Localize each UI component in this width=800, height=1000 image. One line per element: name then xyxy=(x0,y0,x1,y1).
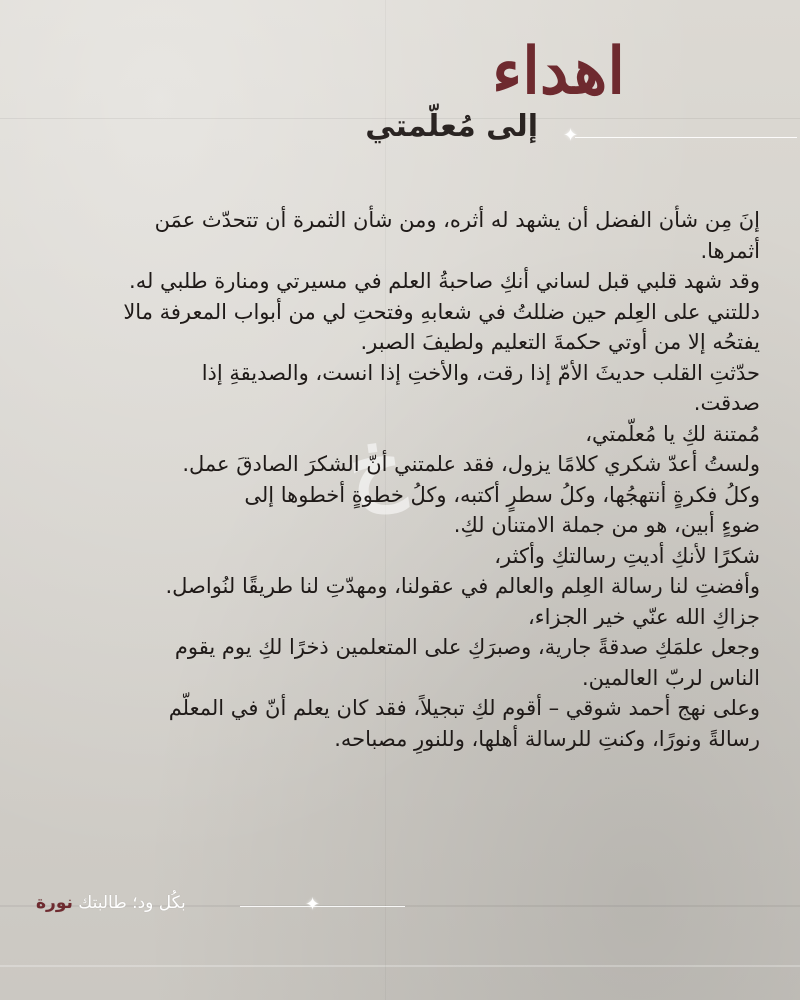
letter-line: يفتحُه إلا من أوتي حكمةَ التعليم ولطيفَ الصبر. xyxy=(360,330,760,354)
letter-line: وقد شهد قلبي قبل لساني أنكِ صاحبةُ العلم في مسيرتي ومنارة طلبي له. xyxy=(129,269,760,293)
signature xyxy=(36,893,186,913)
signature-prefix: بكُل ود؛ طالبتك xyxy=(78,893,186,913)
watermark-glyph: خ xyxy=(341,411,409,518)
letter-line: وعلى نهج أحمد شوقي – أقوم لكِ تبجيلاً، فقد كان يعلم أنّ في المعلّم xyxy=(168,696,760,720)
sparkle-icon: ✦ xyxy=(563,125,579,146)
letter-line: صدقت. xyxy=(693,391,760,415)
letter-line: وأفضتِ لنا رسالة العِلم والعالم في عقولنا، ومهدّتِ لنا طريقًا لنُواصل. xyxy=(165,574,760,598)
letter-line: ضوءٍ أبين، هو من جملة الامتنان لكِ. xyxy=(453,513,760,537)
letter-line: إنَ مِن شأن الفضل أن يشهد له أثره، ومن شأن الثمرة أن تتحدّث عمَن xyxy=(154,208,760,232)
divider-line xyxy=(240,906,405,907)
letter-line: رسالةً ونورًا، وكنتِ للرسالة أهلها، وللنورِ مصباحه. xyxy=(334,726,760,751)
letter-line: شكرًا لأنكِ أديتِ رسالتكِ وأكثر، xyxy=(494,543,760,568)
letter-line: أثمرها. xyxy=(700,238,760,263)
letter-line: وكلُ فكرةٍ أنتهجُها، وكلُ سطرٍ أكتبه، وكلُ خطوةٍ أخطوها إلى xyxy=(244,482,760,507)
sparkle-icon: ✦ xyxy=(305,894,321,915)
divider-line xyxy=(575,137,797,138)
page-title: اهداء xyxy=(492,34,625,109)
letter-line: حدّثتِ القلب حديثَ الأمّ إذا رقت، والأختِ إذا انست، والصديقةِ إذا xyxy=(201,360,760,385)
letter-line: جزاكِ الله عنّي خير الجزاء، xyxy=(528,604,760,629)
letter-line: الناس لربّ العالمين. xyxy=(581,665,760,690)
letter-line: وجعل علمَكِ صدقةً جارية، وصبرَكِ على المتعلمين ذخرًا لكِ يوم يقوم xyxy=(174,635,760,659)
letter-line: مُمتنة لكِ يا مُعلّمتي، xyxy=(585,421,760,446)
letter-body xyxy=(30,205,760,855)
page-subtitle: إلى مُعلّمتي xyxy=(365,109,538,144)
letter-line: دللتني على العِلم حين ضللتُ في شعابهِ وفتحتِ لي من أبواب المعرفة مالا xyxy=(123,299,760,324)
signature-name: نورة xyxy=(36,893,73,913)
paper-crease xyxy=(0,965,800,967)
letter-line: ولستُ أعدّ شكري كلامًا يزول، فقد علمتني أنّ الشكرَ الصادقَ عمل. xyxy=(182,452,760,476)
